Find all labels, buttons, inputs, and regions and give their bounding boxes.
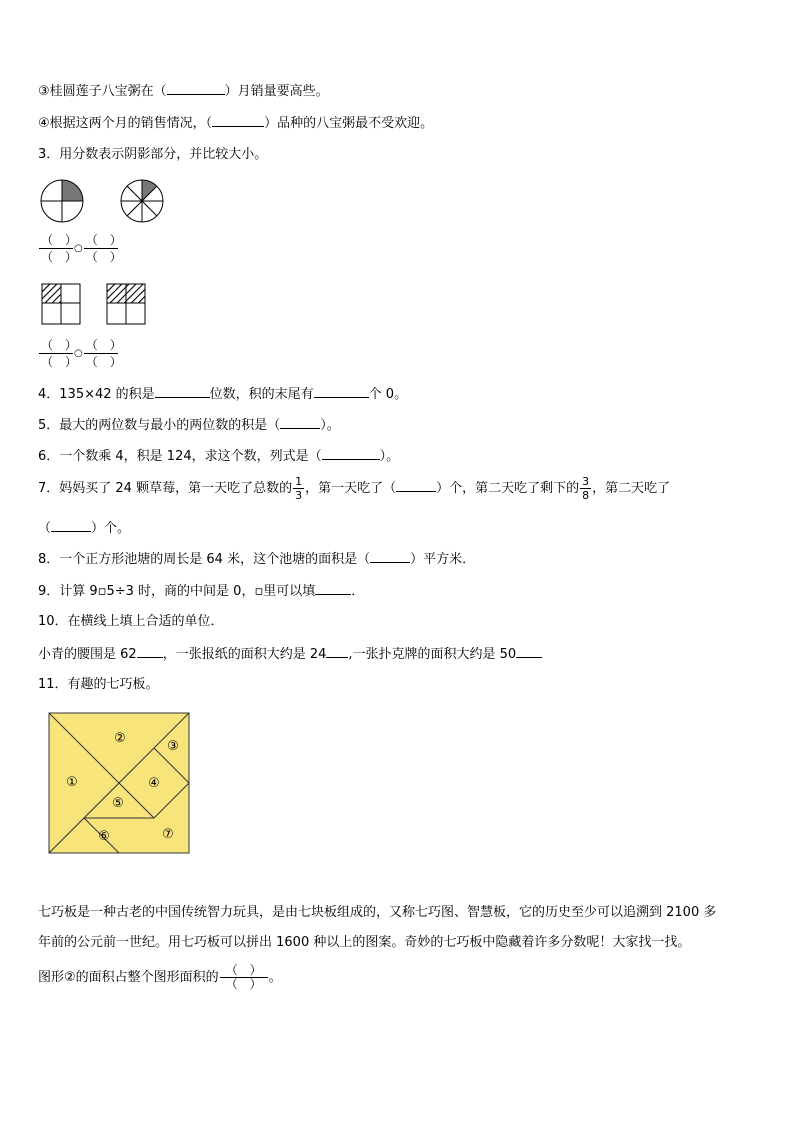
- q7-line1: 7．妈妈买了 24 颗草莓，第一天吃了总数的 $\frac{1}{3}$ ，第一天吃了（ ）个，第二天吃了剩下的 $\frac{3}{8}$ ，第二天吃了: [38, 475, 671, 502]
- answer-blank[interactable]: [137, 645, 163, 658]
- tangram-label-2: ②: [114, 731, 126, 746]
- square-halves-top: [107, 284, 145, 324]
- answer-blank[interactable]: [516, 645, 542, 658]
- circle-eighths: [121, 180, 163, 222]
- answer-fraction: $\frac{( )}{( )}$: [220, 964, 268, 991]
- q11-title: 11．有趣的七巧板。: [38, 677, 159, 692]
- tangram-label-7: ⑦: [162, 827, 174, 842]
- q2-item3: ③桂圆莲子八宝粥在（ ）月销量要高些。: [38, 84, 329, 99]
- tangram-figure: [48, 712, 190, 854]
- answer-blank[interactable]: [326, 645, 348, 658]
- q11-question: 图形②的面积占整个图形面积的 $\frac{( )}{( )}$ 。: [38, 963, 282, 991]
- tangram-label-6: ⑥: [98, 829, 110, 844]
- q10-sub: 小青的腰围是 62 ，一张报纸的面积大约是 24 ,一张扑克牌的面积大约是 50: [38, 645, 542, 664]
- q4: 4．135×42 的积是 位数，积的末尾有 个 0。: [38, 387, 408, 402]
- q10-title: 10．在横线上填上合适的单位．: [38, 614, 224, 629]
- tangram-label-1: ①: [66, 775, 78, 790]
- q8: 8．一个正方形池塘的周长是 64 米，这个池塘的面积是（ ）平方米．: [38, 552, 476, 567]
- q5: 5．最大的两位数与最小的两位数的积是（ ）。: [38, 418, 340, 433]
- q3-compare-2: $\frac{( )}{( )}$ ○ $\frac{( )}{( )}$: [41, 338, 122, 369]
- tangram-label-3: ③: [167, 739, 179, 754]
- q6: 6．一个数乘 4，积是 124，求这个数，列式是（ ）。: [38, 449, 400, 464]
- q2-item4: ④根据这两个月的销售情况，（ ）品种的八宝粥最不受欢迎。: [38, 116, 434, 131]
- answer-blank[interactable]: [51, 519, 91, 532]
- q3-squares-figure: [40, 282, 150, 326]
- answer-blank[interactable]: [396, 479, 436, 492]
- compare-circle[interactable]: ○: [74, 348, 83, 359]
- answer-blank[interactable]: [322, 447, 380, 460]
- answer-blank[interactable]: [167, 82, 225, 95]
- answer-blank[interactable]: [370, 550, 410, 563]
- answer-blank[interactable]: [315, 582, 351, 595]
- q11-paragraph: 七巧板是一种古老的中国传统智力玩具，是由七块板组成的，又称七巧图、智慧板，它的历史至少可以追溯到 2100 多 年前的公元前一世纪。用七巧板可以拼出 1600 种以上的图案。奇妙的七巧板中隐藏着许多分数呢！大家找一找。: [38, 905, 717, 950]
- fraction-three-eighths: $\frac{3}{8}$: [582, 475, 590, 502]
- q3-circles-figure: [40, 179, 170, 223]
- tangram-label-4: ④: [148, 776, 160, 791]
- compare-circle[interactable]: ○: [74, 243, 83, 254]
- tangram-label-5: ⑤: [112, 796, 124, 811]
- q3-title: 3．用分数表示阴影部分，并比较大小。: [38, 147, 268, 162]
- answer-blank[interactable]: [280, 416, 320, 429]
- answer-blank[interactable]: [314, 385, 369, 398]
- answer-blank[interactable]: [212, 114, 264, 127]
- square-quarters: [42, 284, 80, 324]
- answer-blank[interactable]: [155, 385, 210, 398]
- q9: 9．计算 9▫5÷3 时，商的中间是 0，▫里可以填 ．: [38, 584, 365, 599]
- fraction-one-third: $\frac{1}{3}$: [295, 475, 303, 502]
- circle-quarters: [41, 180, 83, 222]
- q3-compare-1: $\frac{( )}{( )}$ ○ $\frac{( )}{( )}$: [41, 233, 122, 264]
- q7-line2: （ ）个。: [38, 521, 131, 536]
